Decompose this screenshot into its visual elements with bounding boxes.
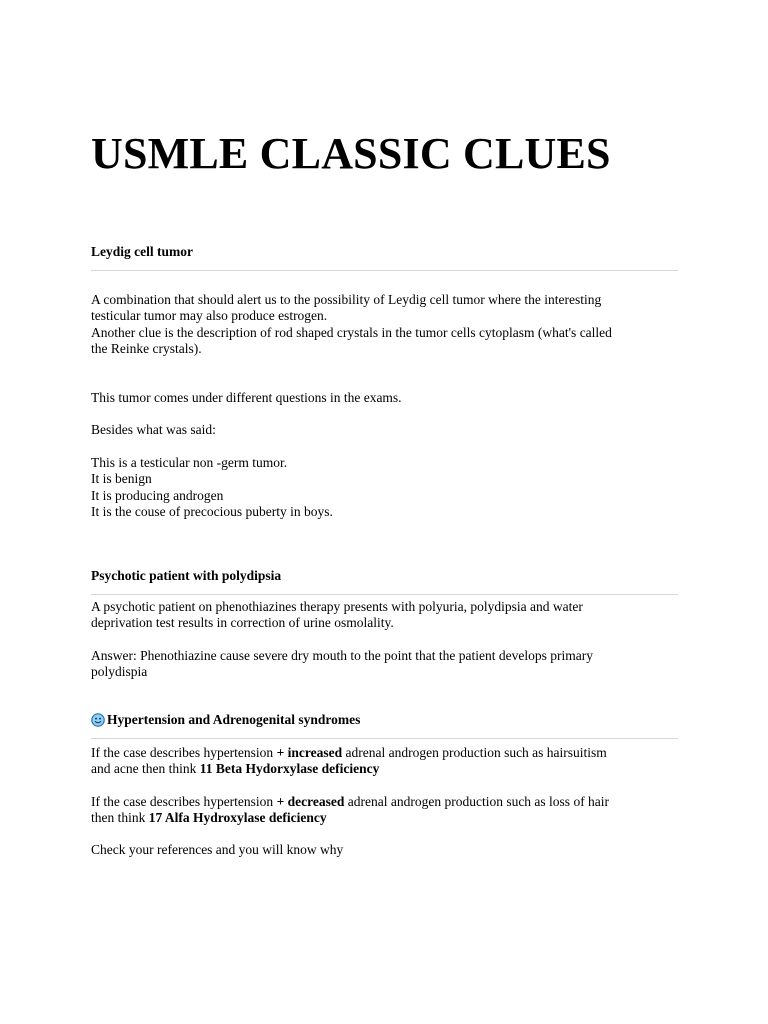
paragraph: [91, 842, 681, 858]
text-line: [91, 761, 681, 777]
text-line: This is a testicular non -germ tumor.: [91, 455, 288, 470]
text-line: It is the couse of precocious puberty in boys.: [91, 504, 333, 520]
document-title: USMLE CLASSIC CLUES: [91, 129, 611, 178]
text-run: adrenal androgen production such as loss of hair: [344, 794, 610, 809]
text-line: polydispia: [91, 664, 148, 680]
text-line: Answer: Phenothiazine cause severe dry mouth to the point that the patient develops primary: [91, 648, 593, 663]
section-heading-text: Hypertension and Adrenogenital syndromes: [107, 712, 361, 727]
text-line: [91, 745, 681, 761]
section-heading: [91, 711, 678, 729]
paragraph: [91, 422, 681, 438]
section-divider: [91, 594, 678, 595]
section-heading: Psychotic patient with polydipsia: [91, 568, 282, 583]
text-line: Besides what was said:: [91, 422, 216, 437]
paragraph: [91, 599, 681, 632]
section-hypertension-adrenogenital: [91, 711, 678, 739]
emphasis-text: 17 Alfa Hydroxylase deficiency: [148, 810, 327, 826]
text-line: A combination that should alert us to the possibility of Leydig cell tumor where the interesting: [91, 292, 602, 307]
text-line: Another clue is the description of rod shaped crystals in the tumor cells cytoplasm (what's called: [91, 324, 612, 340]
section-leydig-cell-tumor: [91, 243, 678, 271]
text-line: [91, 810, 681, 826]
text-line: It is benign: [91, 471, 152, 487]
text-run: then think: [91, 810, 149, 826]
paragraph: [91, 794, 681, 827]
text-line: Check your references and you will know why: [91, 842, 344, 857]
text-line: the Reinke crystals).: [91, 341, 202, 357]
section-psychotic-patient: [91, 567, 678, 595]
paragraph: [91, 745, 681, 778]
emphasis-text: + decreased: [276, 794, 345, 809]
paragraph: [91, 292, 681, 358]
paragraph: [91, 390, 681, 406]
text-run: If the case describes hypertension: [91, 745, 277, 760]
text-line: deprivation test results in correction of urine osmolality.: [91, 615, 394, 631]
emphasis-text: + increased: [276, 745, 343, 760]
text-run: and acne then think: [91, 761, 200, 777]
text-line: It is producing androgen: [91, 487, 224, 503]
section-divider: [91, 738, 678, 739]
section-divider: [91, 270, 678, 271]
paragraph: [91, 648, 681, 681]
text-run: If the case describes hypertension: [91, 794, 277, 809]
text-line: [91, 794, 681, 810]
paragraph: [91, 455, 681, 521]
text-line: This tumor comes under different questions in the exams.: [91, 390, 402, 405]
text-line: testicular tumor may also produce estrogen.: [91, 308, 328, 324]
text-run: adrenal androgen production such as hairsuitism: [342, 745, 607, 760]
text-line: A psychotic patient on phenothiazines therapy presents with polyuria, polydipsia and water: [91, 599, 583, 614]
emphasis-text: 11 Beta Hydorxylase deficiency: [199, 761, 380, 777]
section-heading: Leydig cell tumor: [91, 244, 193, 259]
smiley-emoticon-icon: [91, 713, 105, 727]
